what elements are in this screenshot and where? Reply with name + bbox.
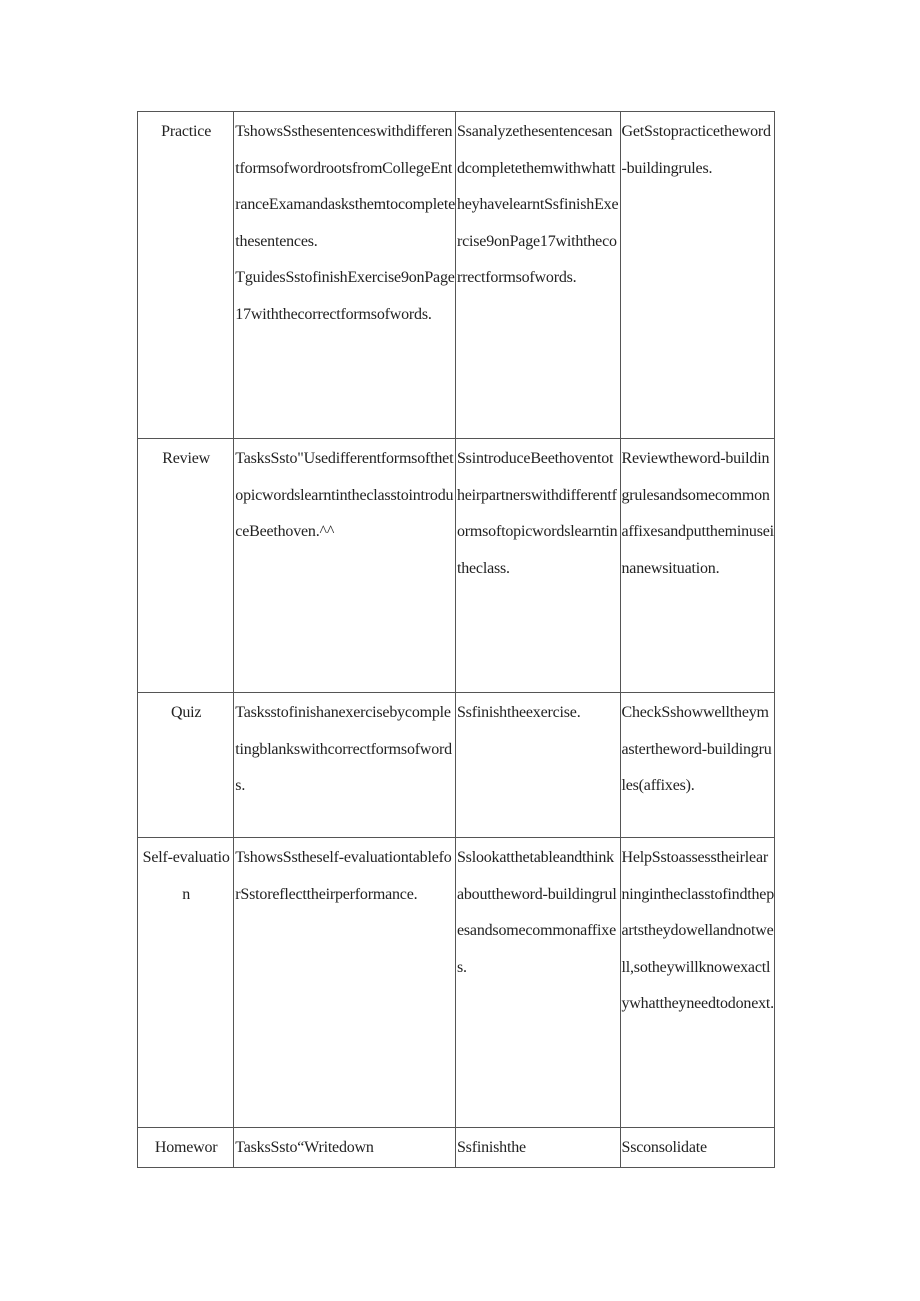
purpose-cell: GetSstopracticetheword-buildingrules. — [620, 112, 775, 439]
teacher-activity-cell: TasksSsto"UsedifferentformsofthetopicwordslearntintheclasstointroduceBeethoven.^^ — [234, 439, 456, 693]
stage-cell: Practice — [138, 112, 234, 439]
table-row-review — [138, 439, 775, 693]
table-row-self-evaluation — [138, 838, 775, 1128]
teacher-activity-cell: TshowsSstheself-evaluationtableforSstoreflecttheirperformance. — [234, 838, 456, 1128]
purpose-cell: CheckSshowwelltheymastertheword-buildingrules(affixes). — [620, 693, 775, 838]
purpose-cell: Ssconsolidate — [620, 1128, 775, 1168]
student-activity-cell: SsanalyzethesentencesandcompletethemwithwhattheyhavelearntSsfinishExercise9onPage17withthecorrectformsofwords. — [455, 112, 620, 439]
table-row-practice — [138, 112, 775, 439]
teacher-activity-text: TshowsSsthesentenceswithdifferentformsofwordrootsfromCollegeEntranceExamandasksthemtocompletethesentences. — [235, 123, 455, 250]
teacher-activity-text-2: TguidesSstofinishExercise9onPage17withthecorrectformsofwords. — [235, 269, 455, 323]
student-activity-cell: Ssfinishtheexercise. — [455, 693, 620, 838]
lesson-plan-table — [137, 111, 775, 1168]
stage-cell: Self-evaluation — [138, 838, 234, 1128]
student-activity-cell: SsintroduceBeethoventotheirpartnerswithdifferentformsoftopicwordslearntintheclass. — [455, 439, 620, 693]
stage-cell: Homewor — [138, 1128, 234, 1168]
teacher-activity-cell: TasksSsto“Writedown — [234, 1128, 456, 1168]
teacher-activity-cell — [234, 112, 456, 439]
stage-cell: Review — [138, 439, 234, 693]
purpose-cell: Reviewtheword-buildingrulesandsomecommonaffixesandputtheminuseinanewsituation. — [620, 439, 775, 693]
purpose-cell: HelpSstoassesstheirlearningintheclasstofindthepartstheydowellandnotwell,sotheywillknowexactlywhattheyneedtodonext. — [620, 838, 775, 1128]
student-activity-cell: Sslookatthetableandthinkabouttheword-buildingrulesandsomecommonaffixes. — [455, 838, 620, 1128]
stage-cell: Quiz — [138, 693, 234, 838]
table-row-homework — [138, 1128, 775, 1168]
table-row-quiz — [138, 693, 775, 838]
teacher-activity-cell: Tasksstofinishanexercisebycompletingblankswithcorrectformsofwords. — [234, 693, 456, 838]
student-activity-cell: Ssfinishthe — [455, 1128, 620, 1168]
